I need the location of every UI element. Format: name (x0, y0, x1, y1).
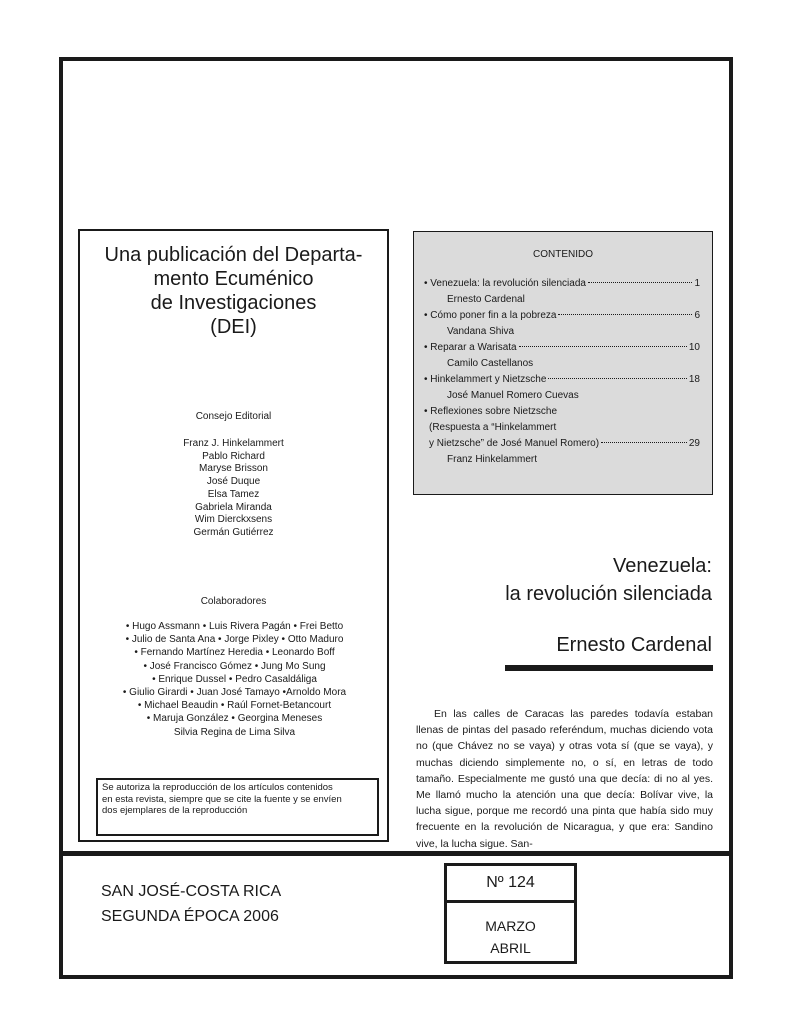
contents-list (424, 276, 700, 468)
contents-item-title: • Venezuela: la revolución silenciada (424, 278, 586, 289)
contents-item (424, 276, 700, 308)
article-title (505, 552, 712, 608)
collaborator-line: • Enrique Dussel • Pedro Casaldáliga (152, 673, 317, 685)
collaborator-line: • Hugo Assmann • Luis Rivera Pagán • Frei Betto (125, 621, 344, 632)
board-member: Pablo Richard (202, 450, 265, 462)
issue-months (447, 915, 574, 959)
publication-title-line: mento Ecuménico (153, 268, 314, 290)
contents-item (424, 404, 700, 468)
contents-item-page: 10 (688, 342, 700, 353)
board-member: Gabriela Miranda (195, 501, 272, 513)
contents-item-subtitle: (Respuesta a “Hinkelammert (429, 422, 557, 433)
notice-line: Se autoriza la reproducción de los artículos contenidos (102, 782, 333, 793)
notice-line: dos ejemplares de la reproducción (102, 805, 248, 817)
board-member: Franz J. Hinkelammert (183, 438, 284, 449)
collaborator-line: • Maruja González • Georgina Meneses (146, 713, 323, 725)
contents-item-author: Vandana Shiva (447, 326, 515, 337)
collaborator-line: • Giulio Girardi • Juan José Tamayo •Arnoldo Mora (122, 687, 347, 699)
contents-item-page: 18 (688, 374, 700, 385)
contents-item-title: • Cómo poner fin a la pobreza (424, 310, 557, 321)
publication-title-line: Una publicación del Departa- (104, 244, 363, 266)
contents-item (424, 308, 700, 340)
reproduction-notice (96, 778, 379, 836)
contents-item (424, 340, 700, 372)
board-member: José Duque (206, 476, 261, 488)
collaborator-line: • Michael Beaudin • Raúl Fornet-Betancourt (137, 700, 332, 712)
article-author: Ernesto Cardenal (556, 634, 712, 656)
publication-title (80, 243, 387, 339)
place-and-edition (101, 879, 281, 929)
publication-info-box (78, 229, 389, 842)
contents-item (424, 372, 700, 404)
publication-title-line: de Investigaciones (150, 292, 317, 314)
collaborator-line: • José Francisco Gómez • Jung Mo Sung (143, 660, 326, 672)
footer-divider (59, 851, 733, 856)
publication-title-line: (DEI) (210, 316, 257, 338)
article-title-line: Venezuela: (613, 555, 712, 577)
contents-item-author: Camilo Castellanos (447, 358, 534, 369)
contents-item-page: 29 (688, 438, 700, 449)
collaborator-line: • Julio de Santa Ana • Jorge Pixley • Otto Maduro (125, 634, 344, 646)
issue-month: MARZO (485, 918, 536, 934)
collaborators-heading: Colaboradores (200, 596, 267, 607)
issue-box (444, 863, 577, 964)
author-rule (505, 665, 713, 671)
contents-item-page: 1 (694, 278, 700, 289)
issue-number: Nº 124 (447, 866, 574, 903)
editorial-board-list (80, 438, 387, 540)
contents-heading: CONTENIDO (533, 249, 593, 260)
edition-line: SEGUNDA ÉPOCA 2006 (101, 908, 279, 925)
contents-item-page: 6 (694, 310, 700, 321)
editorial-board-heading: Consejo Editorial (195, 411, 272, 422)
article-body: En las calles de Caracas las paredes todavía estaban llenas de pintas del pasado referéndum, muchas diciendo vota no (que Chávez no se vaya) y otras vota sí (que se vaya), y muchas diciendo simplemente no, o sí, en letras de todo tamaño. Especialmente me gustó una que decía: di no al yes. Me llamó mucho la atención una que decía: Bolívar vive, la lucha sigue, porque me recordó una pinta que había sido muy frecuente en la revolución de Nicaragua, y que era: Sandino vive, la lucha sigue. San- (416, 708, 713, 850)
issue-month: ABRIL (490, 940, 531, 956)
contents-item-title: • Reflexiones sobre Nietzsche (424, 406, 558, 417)
contents-item-author: Ernesto Cardenal (447, 294, 525, 305)
city-line: SAN JOSÉ-COSTA RICA (101, 883, 282, 900)
board-member: Elsa Tamez (207, 488, 260, 500)
contents-item-subtitle: y Nietzsche” de José Manuel Romero) (429, 438, 600, 449)
contents-item-title: • Hinkelammert y Nietzsche (424, 374, 547, 385)
collaborator-line: Silvia Regina de Lima Silva (173, 726, 296, 738)
contents-item-author: Franz Hinkelammert (447, 454, 538, 465)
contents-item-title: • Reparar a Warisata (424, 342, 517, 353)
board-member: Wim Dierckxsens (194, 514, 273, 526)
table-of-contents (413, 231, 713, 495)
article-title-line: la revolución silenciada (505, 583, 712, 605)
collaborators-list (86, 620, 383, 739)
board-member: Maryse Brisson (199, 463, 268, 475)
board-member: Germán Gutiérrez (193, 526, 274, 538)
notice-line: en esta revista, siempre que se cite la fuente y se envíen (102, 793, 342, 805)
collaborator-line: • Fernando Martínez Heredia • Leonardo Boff (134, 647, 335, 659)
contents-item-author: José Manuel Romero Cuevas (447, 390, 579, 401)
